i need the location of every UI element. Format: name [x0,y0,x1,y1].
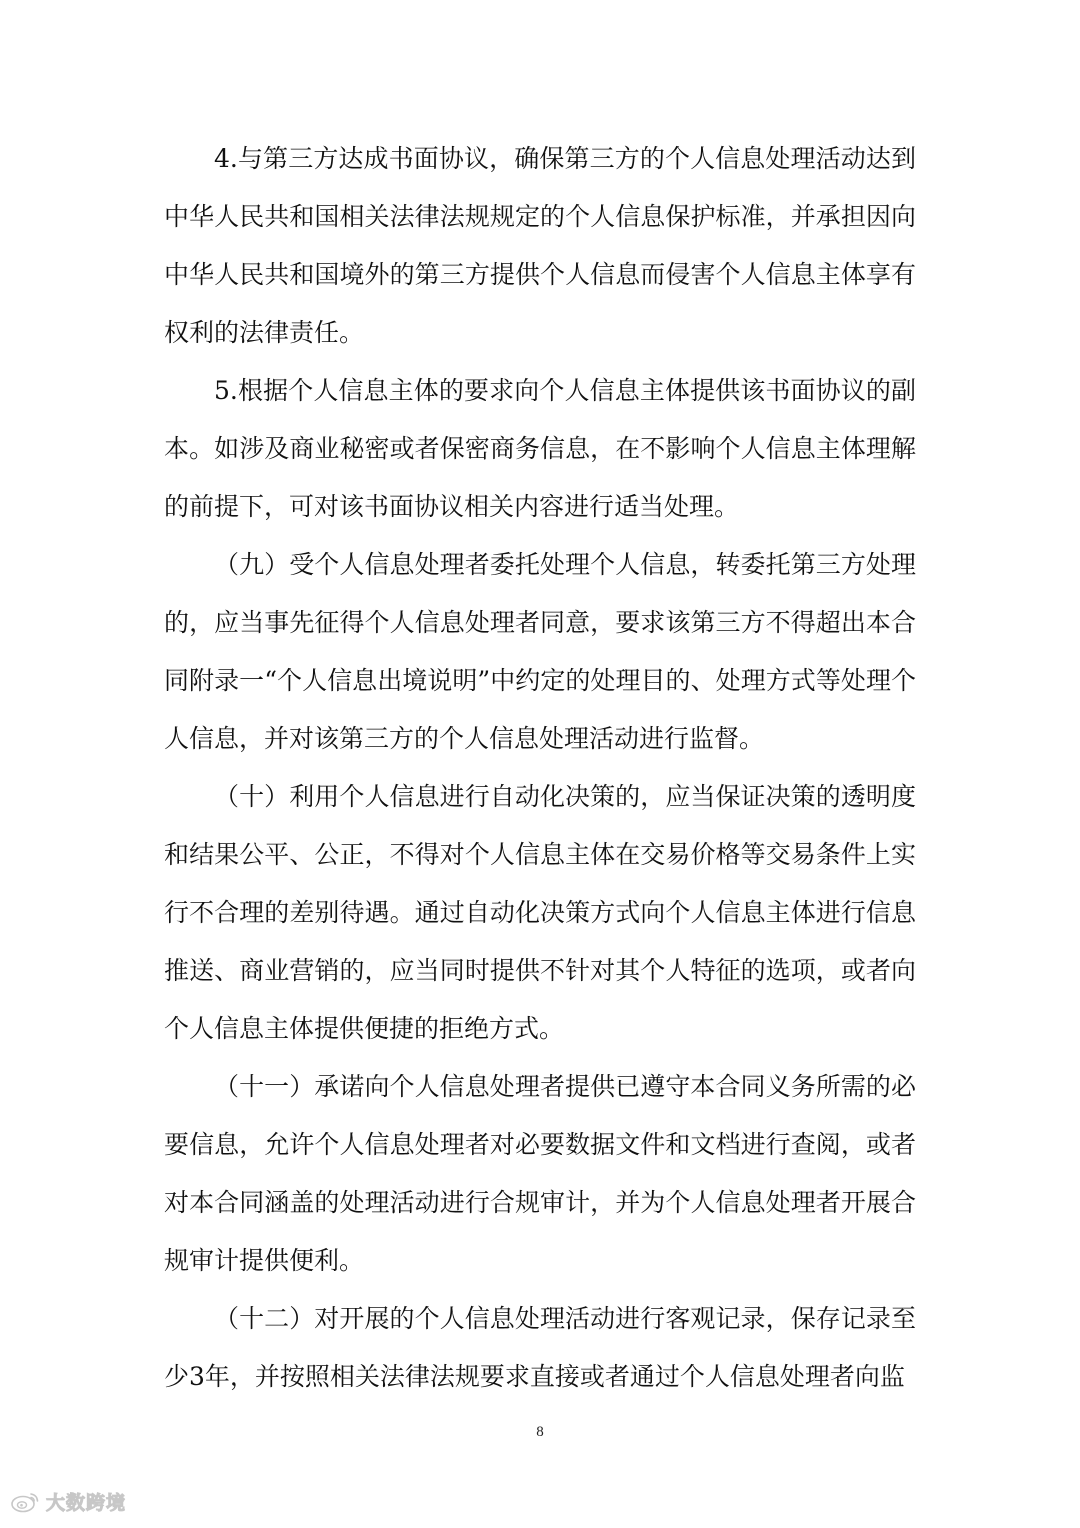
paragraph-10-automated-decision: （十）利用个人信息进行自动化决策的，应当保证决策的透明度和结果公平、公正，不得对个人信息主体在交易价格等交易条件上实行不合理的差别待遇。通过自动化决策方式向个人信息主体进行信息推送、商业营销的，应当同时提供不针对其个人特征的选项，或者向个人信息主体提供便捷的拒绝方式。 [164,782,916,1043]
paragraph-4-written-agreement: 4.与第三方达成书面协议，确保第三方的个人信息处理活动达到中华人民共和国相关法律法规规定的个人信息保护标准，并承担因向中华人民共和国境外的第三方提供个人信息而侵害个人信息主体享有权利的法律责任。 [164,144,916,347]
paragraph-5-agreement-copy: 5.根据个人信息主体的要求向个人信息主体提供该书面协议的副本。如涉及商业秘密或者保密商务信息，在不影响个人信息主体理解的前提下，可对该书面协议相关内容进行适当处理。 [164,376,916,521]
document-body [164,130,916,1406]
weibo-logo-icon [10,1491,40,1513]
paragraph-9-sub-entrustment: （九）受个人信息处理者委托处理个人信息，转委托第三方处理的，应当事先征得个人信息处理者同意，要求该第三方不得超出本合同附录一“个人信息出境说明”中约定的处理目的、处理方式等处理个人信息，并对该第三方的个人信息处理活动进行监督。 [164,550,916,753]
page-number: 8 [536,1424,544,1440]
watermark-text: 大数跨境 [46,1492,127,1514]
paragraph-12-record-keeping: （十二）对开展的个人信息处理活动进行客观记录，保存记录至少3年，并按照相关法律法规要求直接或者通过个人信息处理者向监 [164,1304,916,1391]
watermark [10,1488,126,1515]
paragraph-11-compliance-audit: （十一）承诺向个人信息处理者提供已遵守本合同义务所需的必要信息，允许个人信息处理者对必要数据文件和文档进行查阅，或者对本合同涵盖的处理活动进行合规审计，并为个人信息处理者开展合规审计提供便利。 [164,1072,916,1275]
